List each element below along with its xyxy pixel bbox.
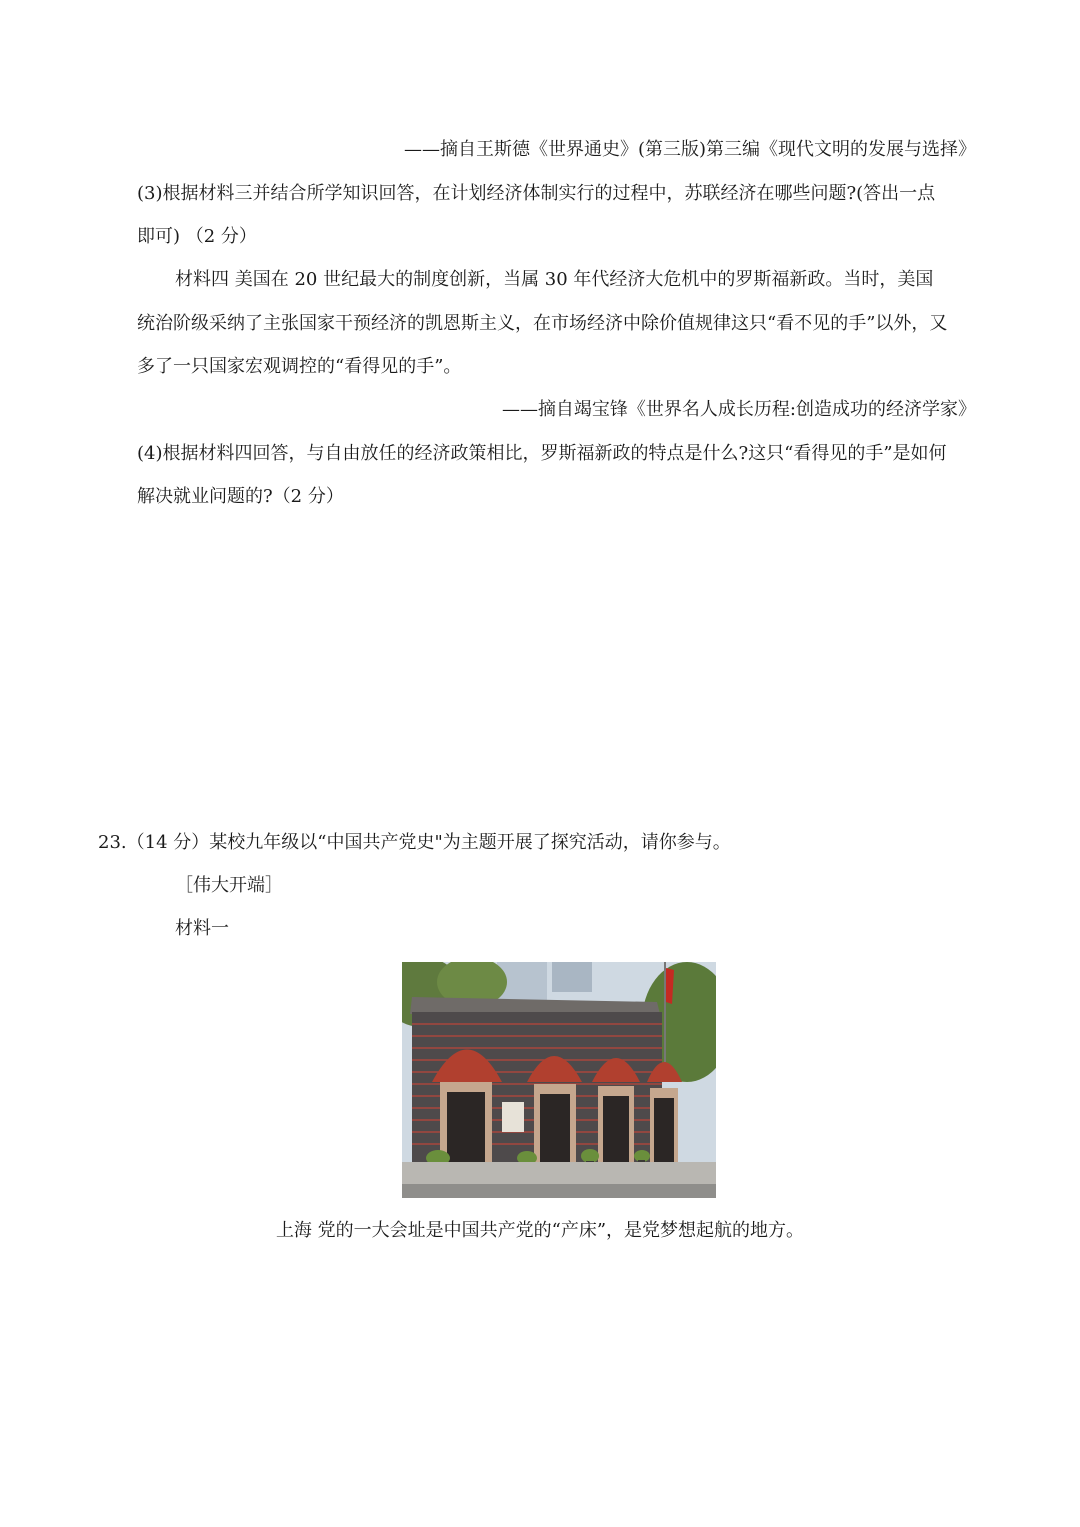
material-1-label: 材料一: [175, 918, 229, 939]
question-3-line-2: 即可) （2 分）: [137, 226, 257, 247]
question-23-stem: 23.（14 分）某校九年级以“中国共产党史"为主题开展了探究活动，请你参与。: [98, 832, 731, 853]
source-citation-2: ——摘自竭宝锋《世界名人成长历程:创造成功的经济学家》: [501, 399, 976, 420]
photo-caption: 上海 党的一大会址是中国共产党的“产床”，是党梦想起航的地方。: [275, 1220, 805, 1241]
source-citation-1: ——摘自王斯德《世界通史》(第三版)第三编《现代文明的发展与选择》: [403, 139, 976, 160]
question-4-line-1: (4)根据材料四回答，与自由放任的经济政策相比，罗斯福新政的特点是什么?这只“看得见的手”是如何: [137, 443, 947, 464]
material-4-line-1: 材料四 美国在 20 世纪最大的制度创新，当属 30 年代经济大危机中的罗斯福新政。当时，美国: [175, 269, 934, 290]
question-4-line-2: 解决就业问题的?（2 分）: [137, 486, 344, 507]
question-3-line-1: (3)根据材料三并结合所学知识回答，在计划经济体制实行的过程中，苏联经济在哪些问题?(答出一点: [137, 183, 936, 204]
material-4-line-2: 统治阶级采纳了主张国家干预经济的凯恩斯主义，在市场经济中除价值规律这只“看不见的手”以外，又: [137, 313, 948, 334]
first-congress-site-photo: [402, 962, 716, 1198]
section-title-great-beginning: ［伟大开端］: [175, 875, 283, 896]
material-4-line-3: 多了一只国家宏观调控的“看得见的手”。: [137, 356, 462, 377]
